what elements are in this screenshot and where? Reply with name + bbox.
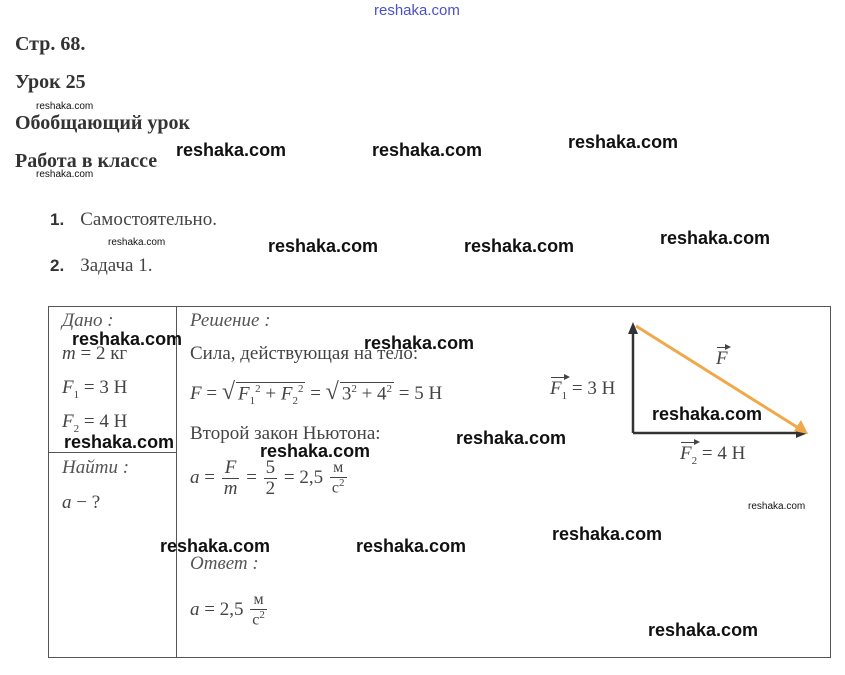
watermark: reshaka.com bbox=[364, 333, 475, 353]
force-diagram bbox=[600, 318, 825, 448]
watermark: reshaka.com bbox=[652, 404, 763, 424]
watermark: reshaka.com bbox=[268, 236, 379, 256]
watermark: reshaka.com bbox=[660, 228, 771, 248]
table-right-border bbox=[830, 306, 831, 658]
accel-formula: a = $\frac{F}{m}$ = $\frac{5}{2}$ = 2,5 $\frac{м}{с^2}$ bbox=[190, 457, 345, 499]
item-number: 2. bbox=[50, 256, 65, 275]
table-top-border bbox=[48, 306, 831, 307]
list-item bbox=[50, 255, 152, 277]
given-mass: m = 2 кг bbox=[62, 343, 128, 364]
label-resultant: F bbox=[716, 348, 728, 369]
lesson-title: Урок 25 bbox=[15, 71, 86, 93]
watermark-top[interactable]: reshaka.com bbox=[374, 2, 460, 19]
table-column-divider bbox=[176, 306, 177, 658]
watermark: reshaka.com bbox=[568, 132, 679, 152]
topic-title: Обобщающий урок bbox=[15, 112, 191, 134]
item-text: Самостоятельно. bbox=[80, 209, 217, 230]
watermark: reshaka.com bbox=[72, 329, 183, 349]
solution-title: Решение : bbox=[190, 310, 271, 331]
section-title: Работа в классе bbox=[15, 150, 158, 172]
force-formula: F = √ $F_1^2 + F_2^2$ = √ $3^2 + 4^2 = 5$ Н bbox=[190, 379, 443, 407]
watermark: reshaka.com bbox=[464, 236, 575, 256]
label-f2: $F_2 = 4$ Н bbox=[680, 443, 746, 467]
force-text: Сила, действующая на тело: bbox=[190, 343, 419, 364]
watermark: reshaka.com bbox=[356, 536, 467, 556]
watermark: reshaka.com bbox=[260, 441, 371, 461]
newton-text: Второй закон Ньютона: bbox=[190, 423, 381, 444]
given-title: Дано : bbox=[62, 310, 114, 331]
watermark-small: reshaka.com bbox=[36, 101, 94, 112]
table-left-border bbox=[48, 306, 49, 658]
page-number: Стр. 68. bbox=[15, 33, 86, 55]
watermark: reshaka.com bbox=[552, 524, 663, 544]
find-accel: a − ? bbox=[62, 492, 101, 513]
answer-formula: a = 2,5 $\frac{м}{с^2}$ bbox=[190, 591, 265, 629]
watermark: reshaka.com bbox=[64, 432, 175, 452]
answer-title: Ответ : bbox=[190, 553, 259, 574]
watermark: reshaka.com bbox=[160, 536, 271, 556]
watermark: reshaka.com bbox=[176, 140, 287, 160]
item-text: Задача 1. bbox=[80, 255, 153, 276]
watermark-small: reshaka.com bbox=[36, 169, 94, 180]
table-bottom-border bbox=[48, 657, 831, 658]
watermark: reshaka.com bbox=[456, 428, 567, 448]
list-item bbox=[50, 209, 217, 231]
watermark: reshaka.com bbox=[372, 140, 483, 160]
given-f1: $F_1 = 3$ Н bbox=[62, 377, 128, 401]
watermark: reshaka.com bbox=[648, 620, 759, 640]
label-f1: $F_1 = 3$ Н bbox=[550, 378, 616, 402]
item-number: 1. bbox=[50, 210, 65, 229]
given-f2: $F_2 = 4$ Н bbox=[62, 411, 128, 435]
find-title: Найти : bbox=[62, 457, 130, 478]
watermark-small: reshaka.com bbox=[108, 237, 166, 248]
watermark-small: reshaka.com bbox=[748, 501, 806, 512]
